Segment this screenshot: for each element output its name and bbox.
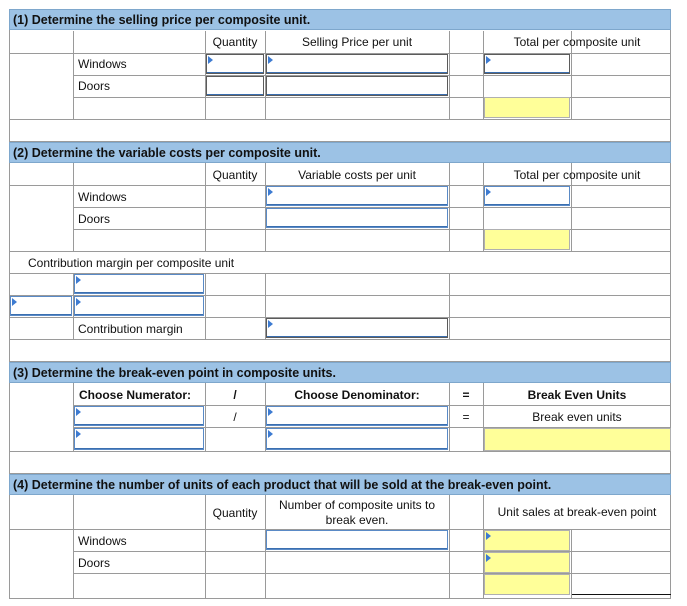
denominator-value-input[interactable]	[266, 428, 448, 450]
part1-windows-quantity-input[interactable]	[206, 54, 264, 74]
grid-line	[9, 251, 671, 252]
grid-line	[73, 163, 74, 251]
part4-header: (4) Determine the number of units of each product that will be sold at the break-even point.	[9, 474, 671, 495]
cm-selling-price-input[interactable]	[74, 274, 204, 294]
contribution-margin-label: Contribution margin	[78, 322, 183, 336]
part4-doors-sales-cell[interactable]	[484, 552, 570, 573]
input-marker-icon	[76, 276, 81, 284]
divide-sign: /	[233, 388, 237, 402]
part4-composite-header-line1: Number of composite units to	[278, 498, 436, 512]
grid-line	[73, 551, 671, 552]
part1-price-header: Selling Price per unit	[301, 35, 413, 49]
part1-header: (1) Determine the selling price per composite unit.	[9, 9, 671, 30]
break-even-units-label: Break even units	[532, 410, 622, 424]
part2-doors-label: Doors	[78, 212, 111, 226]
grid-line	[449, 31, 450, 119]
break-even-units-cell[interactable]	[484, 428, 671, 451]
grid-line	[9, 451, 671, 452]
equals-sign: =	[462, 388, 470, 402]
input-marker-icon	[268, 430, 273, 438]
input-marker-icon	[268, 408, 273, 416]
input-marker-icon	[486, 56, 491, 64]
cm-variable-costs-label-input[interactable]	[10, 296, 72, 316]
denominator-select[interactable]	[266, 406, 448, 426]
divide-sign-2: /	[233, 410, 237, 424]
part1-doors-price-input[interactable]	[266, 76, 448, 96]
break-even-units-header: Break Even Units	[527, 388, 627, 402]
grid-line	[571, 529, 572, 599]
part4-sales-header: Unit sales at break-even point	[497, 505, 657, 519]
part1-doors-label: Doors	[78, 79, 111, 93]
input-marker-icon	[76, 298, 81, 306]
grid-line	[449, 495, 450, 599]
input-marker-icon	[268, 56, 273, 64]
part1-composite-total-cell[interactable]	[484, 97, 570, 118]
input-marker-icon	[76, 430, 81, 438]
part4-composite-header-line2: break even.	[325, 513, 389, 527]
part2-quantity-header: Quantity	[212, 168, 258, 182]
part1-doors-quantity-input[interactable]	[206, 76, 264, 96]
part1-windows-price-input[interactable]	[266, 54, 448, 74]
equals-sign-2: =	[462, 410, 470, 424]
grid-line	[449, 163, 450, 251]
input-marker-icon	[486, 554, 491, 562]
part4-quantity-header: Quantity	[212, 506, 258, 520]
part4-windows-sales-cell[interactable]	[484, 530, 570, 551]
contribution-margin-per-composite-label: Contribution margin per composite unit	[28, 256, 235, 270]
grid-line	[73, 97, 671, 98]
part2-windows-total-input[interactable]	[484, 186, 570, 206]
grid-line	[73, 573, 671, 574]
numerator-label: Choose Numerator:	[79, 388, 192, 402]
part2-windows-label: Windows	[78, 190, 127, 204]
part2-windows-cost-input[interactable]	[266, 186, 448, 206]
grid-line	[73, 495, 74, 599]
input-marker-icon	[268, 188, 273, 196]
part1-windows-label: Windows	[78, 57, 127, 71]
input-marker-icon	[12, 298, 17, 306]
grid-line	[9, 119, 671, 120]
input-marker-icon	[268, 320, 273, 328]
input-marker-icon	[486, 532, 491, 540]
part2-cost-header: Variable costs per unit	[298, 168, 416, 182]
input-marker-icon	[208, 56, 213, 64]
part1-windows-total-input[interactable]	[484, 54, 570, 74]
part4-windows-label: Windows	[78, 534, 127, 548]
part1-quantity-header: Quantity	[212, 35, 258, 49]
part3-header: (3) Determine the break-even point in composite units.	[9, 362, 671, 383]
part2-doors-cost-input[interactable]	[266, 208, 448, 228]
part1-total-header: Total per composite unit	[513, 35, 641, 49]
grid-line	[449, 273, 450, 339]
denominator-label: Choose Denominator:	[294, 388, 420, 402]
input-marker-icon	[486, 188, 491, 196]
grid-line	[9, 339, 671, 340]
cm-variable-costs-input[interactable]	[74, 296, 204, 316]
numerator-select[interactable]	[74, 406, 204, 426]
part2-header: (2) Determine the variable costs per composite unit.	[9, 142, 671, 163]
grid-line	[73, 31, 74, 119]
grid-line	[205, 273, 206, 339]
part2-composite-total-cell[interactable]	[484, 229, 570, 250]
input-marker-icon	[76, 408, 81, 416]
numerator-value-input[interactable]	[74, 428, 204, 450]
part2-total-header: Total per composite unit	[513, 168, 641, 182]
part4-composite-units-input[interactable]	[266, 530, 448, 550]
part4-total-sales-cell[interactable]	[484, 574, 570, 595]
part4-doors-label: Doors	[78, 556, 111, 570]
part4-total-underline	[572, 594, 671, 595]
cm-total-input[interactable]	[266, 318, 448, 338]
grid-line	[73, 229, 671, 230]
